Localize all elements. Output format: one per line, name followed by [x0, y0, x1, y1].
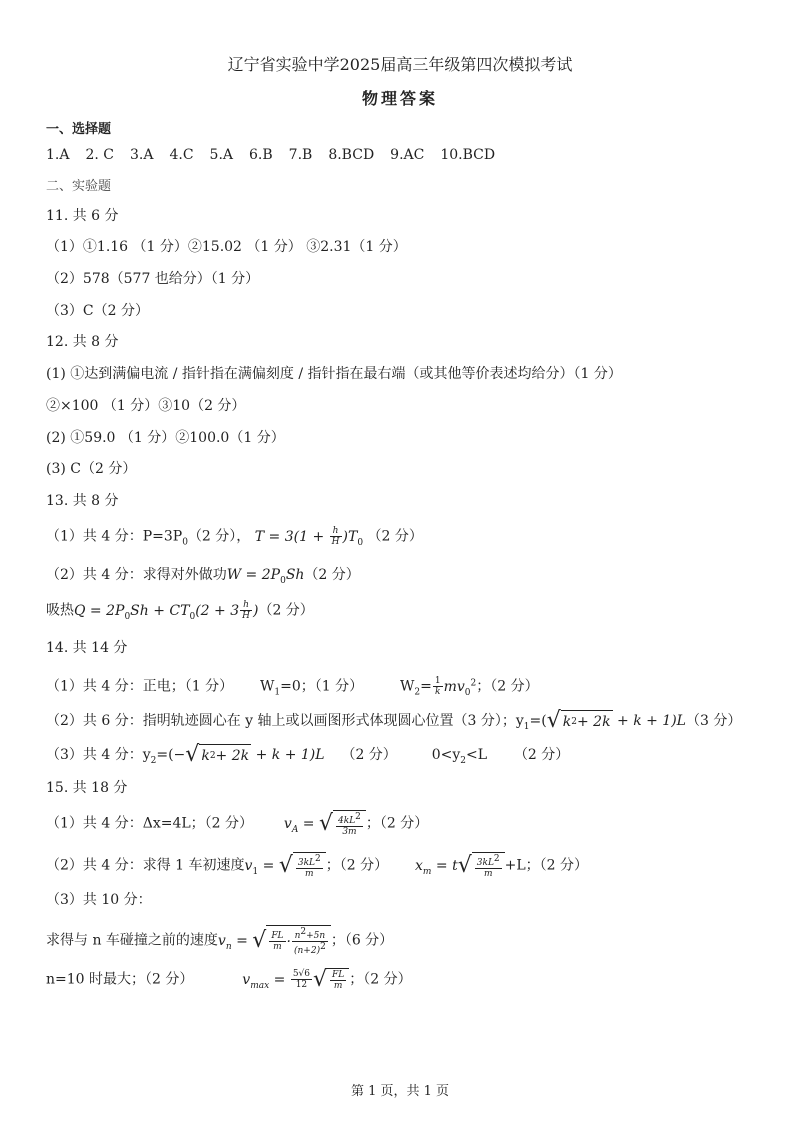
q13-l2-pre: （2）共 4 分：求得对外做功: [46, 567, 227, 583]
q14-y2-formula: √ k 2 + 2k + k + 1)L: [185, 742, 325, 767]
q15-vmax-formula: $v_{max}$ = $\frac{5√6}{12}$ √ $\frac{FL}{m}$: [242, 972, 349, 988]
q13-l3-pre: 吸热: [46, 602, 74, 619]
q11-heading: 11. 共 6 分: [46, 208, 119, 224]
q15-line-1: [46, 810, 428, 839]
choice-answer: 6.B: [249, 147, 273, 163]
q15-l1-pre: （1）共 4 分：Δx=4L；（2 分）: [46, 815, 254, 832]
q15-v1-formula: $v_1$ = √ $\frac{3kL^2}{m}$: [245, 858, 326, 874]
q14-line-2: [46, 710, 741, 737]
q14-l1-d: W: [400, 678, 415, 695]
q13-temperature-formula: T = 3(1 + $\frac{h}{H}$ )$T_0$: [254, 526, 364, 548]
q14-l1-a: （1）共 4 分：正电；（1 分）: [46, 678, 234, 695]
choice-answer: 3.A: [130, 147, 154, 163]
q11-line-2: （2）578（577 也给分）（1 分）: [46, 271, 260, 287]
q11-line-3: （3）C（2 分）: [46, 303, 149, 319]
q15-l2-mid: ；（2 分）: [325, 857, 389, 874]
q13-line-1: [46, 526, 423, 552]
q14-l3-post: （2 分）: [513, 747, 570, 763]
q13-l1-pre: （1）共 4 分：P=3P: [46, 528, 183, 545]
choice-answer: 4.C: [169, 147, 194, 163]
q13-heat-formula: $Q = 2P_0Sh + CT_0(2 + 3$ $\frac{h}{H}$ ): [74, 600, 259, 622]
q14-l2-pre: （2）共 6 分：指明轨迹圆心在 y 轴上或以画图形式体现圆心位置（3 分）；y: [46, 713, 524, 729]
q14-l3-range-b: <L: [466, 747, 488, 763]
q15-line-5: [46, 968, 412, 995]
q13-heading: 13. 共 8 分: [46, 493, 119, 509]
choice-answers-row: [46, 145, 511, 165]
q14-l1-f: ；（2 分）: [476, 678, 539, 695]
choice-answer: 5.A: [209, 147, 234, 163]
choice-answer: 10.BCD: [440, 147, 496, 163]
q14-heading: 14. 共 14 分: [46, 640, 128, 656]
q14-l1-b: W: [259, 678, 275, 695]
q13-l1-post: （2 分）: [367, 528, 423, 545]
q15-heading: 15. 共 18 分: [46, 780, 128, 796]
q12-heading: 12. 共 8 分: [46, 334, 119, 350]
q14-l3-range-sub: 2: [460, 755, 466, 766]
page-footer: 第 1 页，共 1 页: [350, 1084, 450, 1099]
answer-subtitle: 物理答案: [361, 89, 438, 108]
q14-l3-eq: =(−: [156, 747, 186, 763]
q14-l3-mid: （2 分）: [341, 747, 397, 763]
q14-l2-eq: =(: [529, 713, 547, 729]
q13-l2-post: （2 分）: [304, 567, 360, 583]
q14-l1-b-sub: 1: [274, 687, 281, 698]
q13-line-3: [46, 600, 314, 626]
q14-l1-c: =0；（1 分）: [280, 678, 364, 695]
q12-line-1: (1) ①达到满偏电流 / 指针指在满偏刻度 / 指针指在最右端（或其他等价表述均给分）（1 分）: [46, 366, 622, 382]
q12-line-4: (3) C（2 分）: [46, 461, 137, 477]
section-choice-heading: 一、选择题: [46, 122, 112, 137]
q14-l3-sub: 2: [150, 755, 157, 766]
q15-line-4: [46, 925, 393, 956]
choice-answer: 2. C: [85, 147, 114, 163]
q15-line-3: （3）共 10 分：: [46, 892, 152, 908]
q15-l2-post: +L；（2 分）: [504, 857, 589, 874]
q14-line-1: [46, 673, 539, 702]
q15-l1-post: ；（2 分）: [365, 815, 429, 832]
q15-l5-post: ；（2 分）: [349, 971, 412, 988]
q15-l4-post: ；（6 分）: [330, 932, 394, 949]
q12-line-2: ②×100 （1 分）③10（2 分）: [46, 398, 246, 414]
q13-l1-sub: 0: [182, 537, 188, 548]
q15-l5-pre: n=10 时最大；（2 分）: [46, 971, 194, 988]
q13-line-2: [46, 565, 360, 591]
q15-vn-formula: $v_n$ = √ $\frac{FL}{m}$ · $\frac{n^2+5n}{(n+2)^2}$: [218, 933, 331, 949]
q14-w2-formula: $\frac{1}{k}$ $mv_0^2$: [434, 676, 477, 698]
q14-l3-range-a: 0<y: [431, 747, 461, 763]
choice-answer: 7.B: [288, 147, 313, 163]
q13-l1-mid: （2 分），: [187, 528, 251, 545]
q14-l2-sub: 1: [523, 721, 530, 732]
q13-work-formula: $W = 2P_0Sh$: [226, 567, 305, 586]
q14-line-3: [46, 744, 569, 771]
q14-l1-d-sub: 2: [414, 687, 421, 698]
q14-l2-post: （3 分）: [685, 713, 742, 729]
q12-line-3: (2) ①59.0 （1 分）②100.0（1 分）: [46, 430, 285, 446]
q13-l3-post: （2 分）: [258, 602, 314, 619]
q15-xm-formula: $x_m = t$ √ $\frac{3kL^2}{m}$: [415, 858, 505, 874]
section-experiment-heading: 二、实验题: [46, 179, 112, 194]
q15-l4-pre: 求得与 n 车碰撞之前的速度: [46, 932, 218, 949]
exam-title: 辽宁省实验中学2025届高三年级第四次模拟考试: [227, 55, 573, 74]
q14-l1-e: =: [420, 678, 432, 695]
q14-y1-formula: √ k 2 + 2k + k + 1)L: [546, 708, 686, 733]
q14-l3-pre: （3）共 4 分：y: [46, 747, 151, 763]
choice-answer: 9.AC: [390, 147, 425, 163]
q15-line-2: [46, 852, 588, 881]
q11-line-1: （1）①1.16 （1 分）②15.02 （1 分） ③2.31（1 分）: [46, 239, 407, 255]
q15-l2-pre: （2）共 4 分：求得 1 车初速度: [46, 857, 245, 874]
choice-answer: 1.A: [46, 147, 70, 163]
q15-va-formula: $v_A$ = √ $\frac{4kL^2}{3m}$: [284, 816, 366, 832]
choice-answer: 8.BCD: [328, 147, 375, 163]
